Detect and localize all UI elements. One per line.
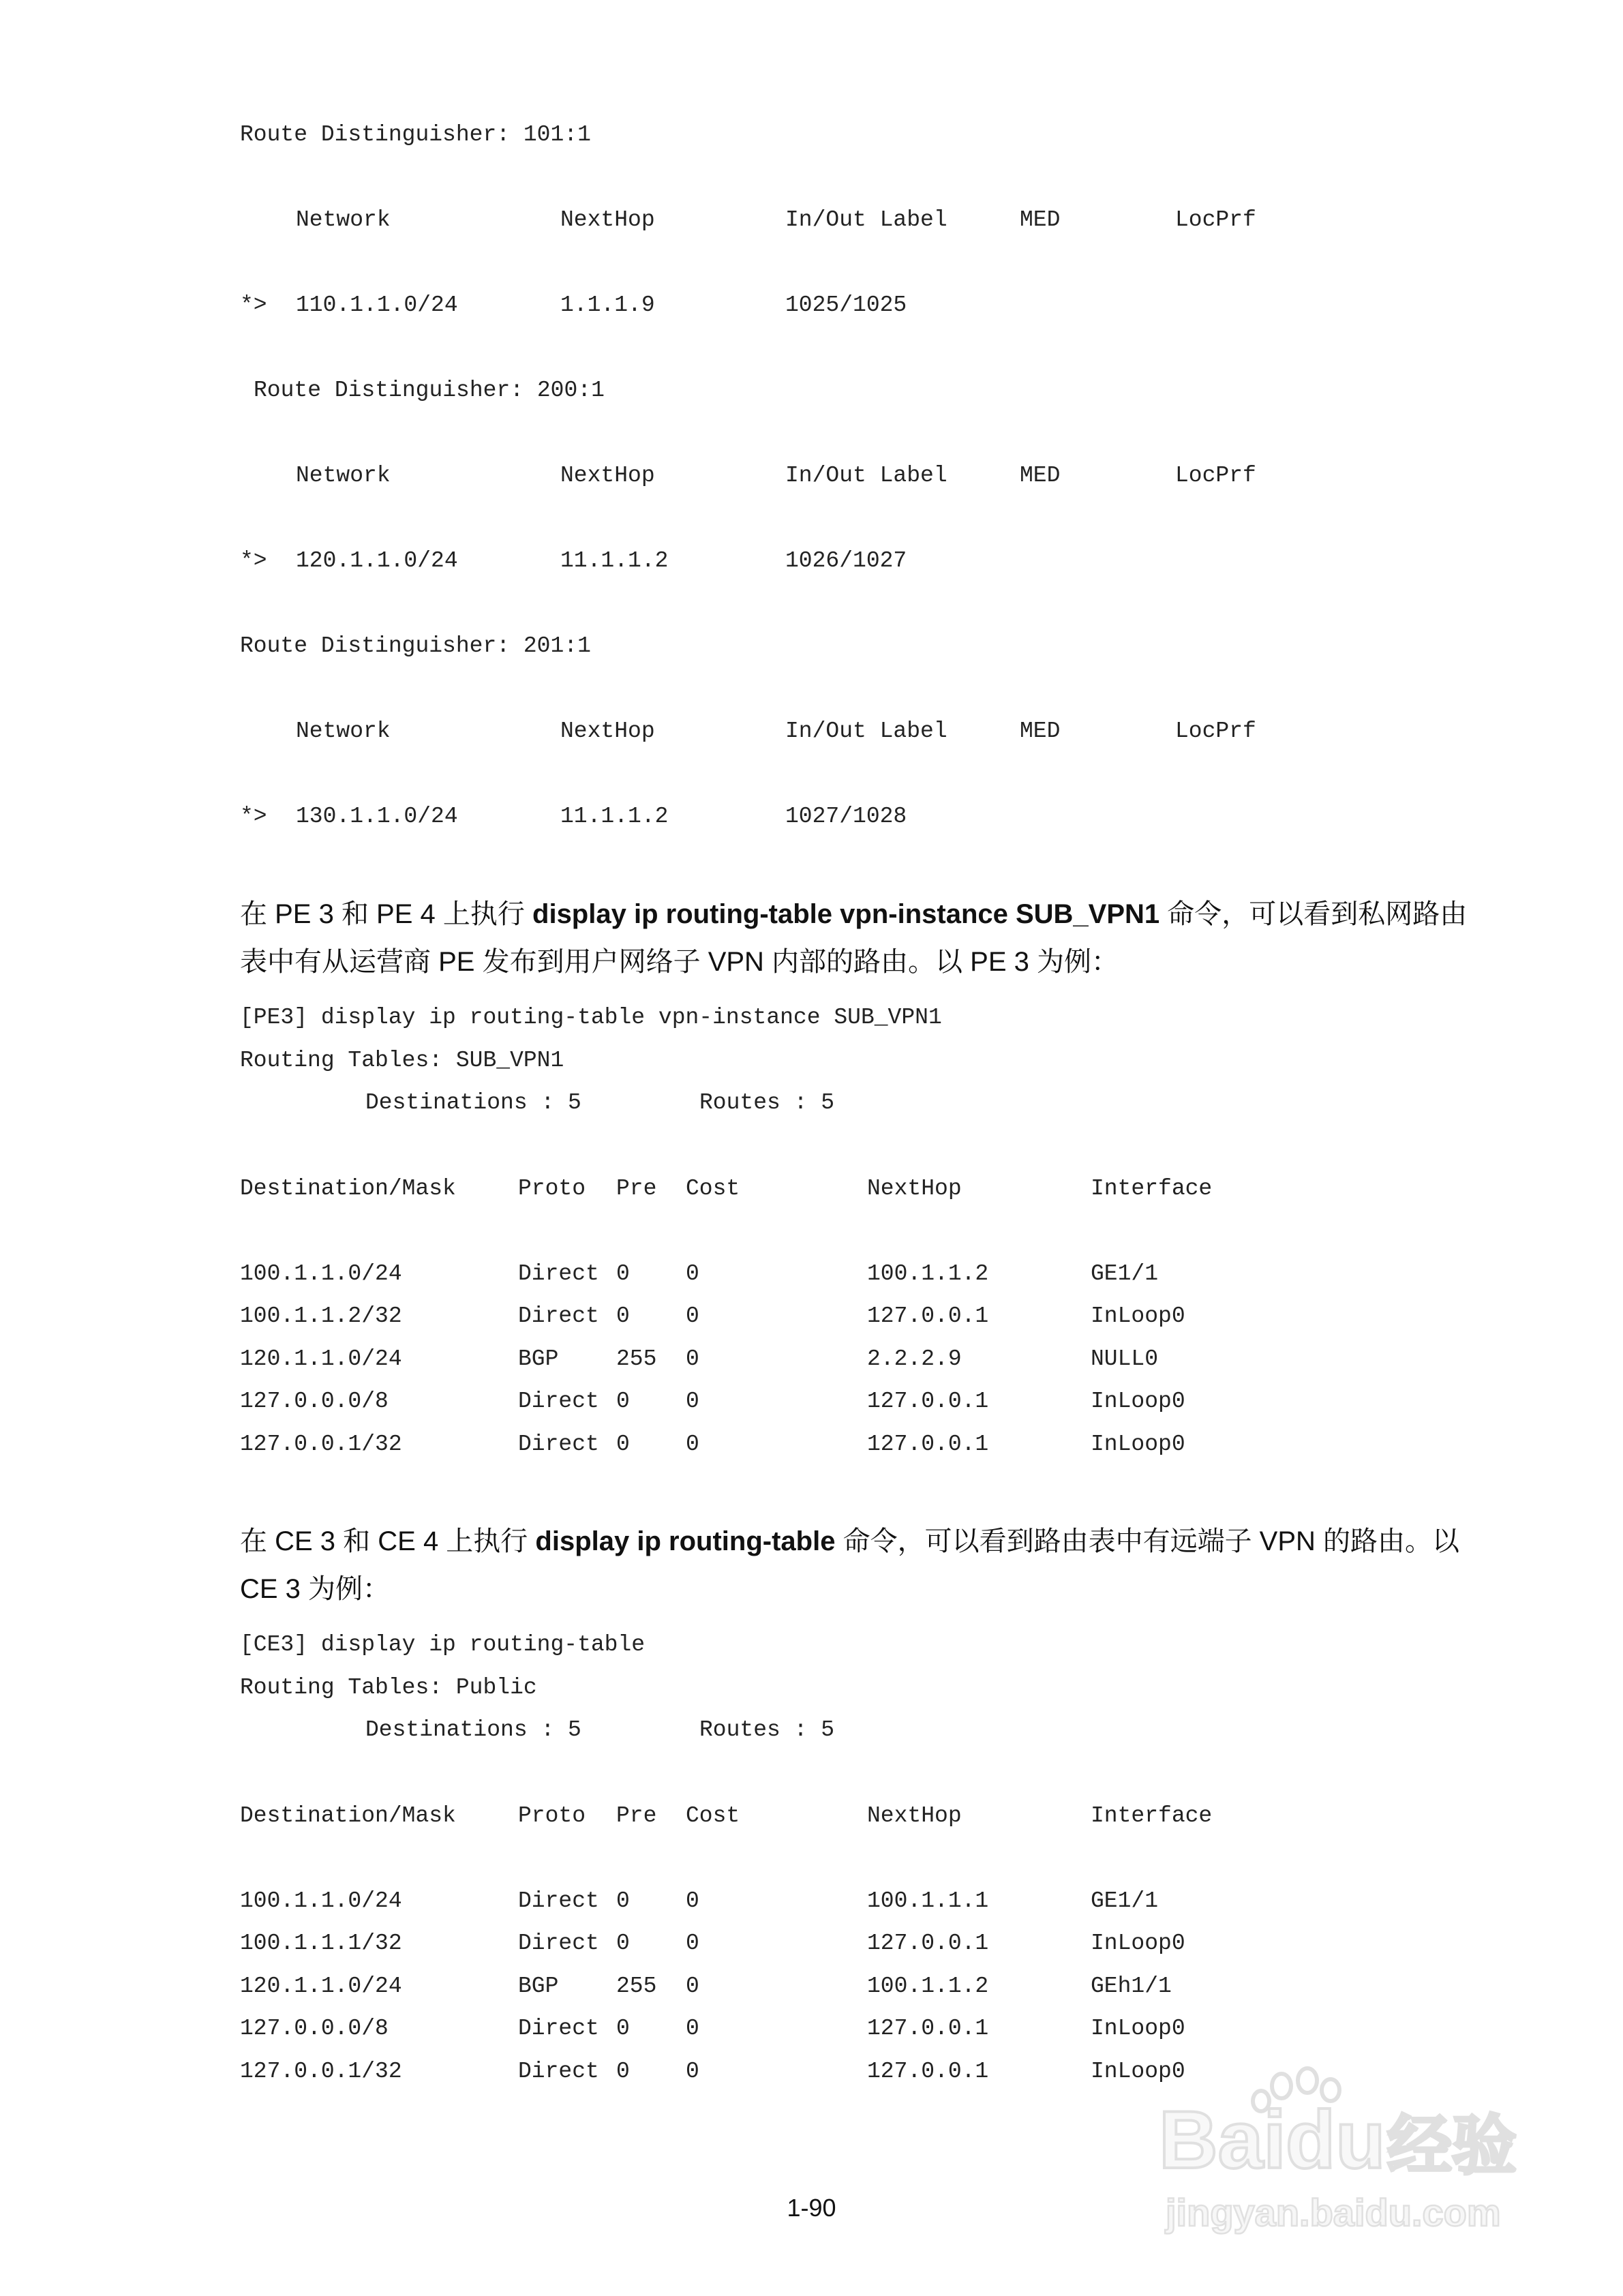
table-cell: Direct xyxy=(518,1432,599,1457)
table-cell: GEh1/1 xyxy=(1091,1974,1172,1999)
hdr-label: In/Out Label xyxy=(785,719,947,744)
table-cell: 127.0.0.1/32 xyxy=(240,1432,402,1457)
table-cell: 100.1.1.0/24 xyxy=(240,1888,402,1914)
table-cell: 100.1.1.2 xyxy=(867,1261,989,1286)
table-cell: 100.1.1.1/32 xyxy=(240,1931,402,1956)
para1-text-pre: 在 PE 3 和 PE 4 上执行 xyxy=(240,899,533,929)
row3-label: 1027/1028 xyxy=(785,804,907,829)
para2-command: display ip routing-table xyxy=(535,1526,836,1556)
table-cell: 0 xyxy=(686,1432,699,1457)
baidu-jingyan-watermark xyxy=(1152,2066,1534,2243)
table-cell: 255 xyxy=(616,1974,657,1999)
table-cell: 100.1.1.0/24 xyxy=(240,1261,402,1286)
svg-text:jingyan.baidu.com: jingyan.baidu.com xyxy=(1166,2191,1501,2234)
paragraph-ce3-intro xyxy=(240,1517,1487,1613)
table-cell: Direct xyxy=(518,1303,599,1329)
table-cell: Direct xyxy=(518,1931,599,1956)
table-cell: InLoop0 xyxy=(1091,1303,1185,1329)
pe3-hdr-proto: Proto xyxy=(518,1176,586,1201)
table-cell: 0 xyxy=(616,1389,630,1414)
table-cell: 0 xyxy=(616,2016,630,2041)
table-cell: 100.1.1.1 xyxy=(867,1888,989,1914)
pe3-routes: Routes : 5 xyxy=(699,1090,835,1115)
pe3-command: [PE3] display ip routing-table vpn-instance SUB_VPN1 xyxy=(240,1005,942,1030)
table-cell: 2.2.2.9 xyxy=(867,1346,962,1372)
table-cell: 127.0.0.1 xyxy=(867,1931,989,1956)
row2-flag: *> xyxy=(240,548,267,573)
para2-text-pre: 在 CE 3 和 CE 4 上执行 xyxy=(240,1526,536,1556)
table-cell: Direct xyxy=(518,2059,599,2084)
table-cell: 0 xyxy=(686,1974,699,1999)
table-cell: 127.0.0.1 xyxy=(867,1432,989,1457)
page-number: 1-90 xyxy=(787,2194,836,2222)
hdr-nexthop: NextHop xyxy=(560,463,655,488)
table-cell: 127.0.0.0/8 xyxy=(240,1389,389,1414)
pe3-hdr-interface: Interface xyxy=(1091,1176,1213,1201)
row1-network: 110.1.1.0/24 xyxy=(296,292,458,318)
table-cell: InLoop0 xyxy=(1091,2016,1185,2041)
table-cell: NULL0 xyxy=(1091,1346,1159,1372)
row2-network: 120.1.1.0/24 xyxy=(296,548,458,573)
rd-line-2: Route Distinguisher: 200:1 xyxy=(254,378,605,403)
table-cell: 127.0.0.1 xyxy=(867,2059,989,2084)
table-cell: Direct xyxy=(518,1888,599,1914)
rd-line-1: Route Distinguisher: 101:1 xyxy=(240,122,591,147)
paragraph-pe3-intro xyxy=(240,890,1487,986)
row3-nexthop: 11.1.1.2 xyxy=(560,804,669,829)
ce3-hdr-nexthop: NextHop xyxy=(867,1803,962,1828)
svg-text:经验: 经验 xyxy=(1387,2110,1517,2182)
row1-label: 1025/1025 xyxy=(785,292,907,318)
table-cell: 100.1.1.2 xyxy=(867,1974,989,1999)
table-cell: 0 xyxy=(616,1432,630,1457)
ce3-destinations: Destinations : 5 xyxy=(365,1717,581,1742)
row3-network: 130.1.1.0/24 xyxy=(296,804,458,829)
table-cell: InLoop0 xyxy=(1091,1389,1185,1414)
pe3-routing-tables: Routing Tables: SUB_VPN1 xyxy=(240,1048,564,1073)
ce3-hdr-pre: Pre xyxy=(616,1803,657,1828)
ce3-hdr-cost: Cost xyxy=(686,1803,740,1828)
table-cell: 0 xyxy=(686,1261,699,1286)
pe3-hdr-cost: Cost xyxy=(686,1176,740,1201)
pe3-hdr-pre: Pre xyxy=(616,1176,657,1201)
table-cell: 120.1.1.0/24 xyxy=(240,1974,402,1999)
ce3-hdr-interface: Interface xyxy=(1091,1803,1213,1828)
ce3-command: [CE3] display ip routing-table xyxy=(240,1632,646,1657)
svg-text:Bai: Bai xyxy=(1159,2094,1286,2186)
table-cell: 0 xyxy=(686,1931,699,1956)
table-cell: 255 xyxy=(616,1346,657,1372)
table-cell: GE1/1 xyxy=(1091,1261,1159,1286)
table-cell: 127.0.0.1/32 xyxy=(240,2059,402,2084)
table-cell: InLoop0 xyxy=(1091,1931,1185,1956)
table-cell: Direct xyxy=(518,2016,599,2041)
hdr-med: MED xyxy=(1020,463,1061,488)
table-cell: 0 xyxy=(686,1888,699,1914)
hdr-network: Network xyxy=(296,207,391,232)
hdr-label: In/Out Label xyxy=(785,463,947,488)
svg-text:du: du xyxy=(1286,2094,1386,2186)
pe3-destinations: Destinations : 5 xyxy=(365,1090,581,1115)
ce3-hdr-proto: Proto xyxy=(518,1803,586,1828)
hdr-label: In/Out Label xyxy=(785,207,947,232)
ce3-hdr-dest: Destination/Mask xyxy=(240,1803,456,1828)
hdr-locprf: LocPrf xyxy=(1175,719,1256,744)
table-cell: Direct xyxy=(518,1389,599,1414)
table-cell: 0 xyxy=(616,2059,630,2084)
ce3-routes: Routes : 5 xyxy=(699,1717,835,1742)
hdr-nexthop: NextHop xyxy=(560,719,655,744)
hdr-med: MED xyxy=(1020,719,1061,744)
table-cell: 0 xyxy=(686,1346,699,1372)
hdr-network: Network xyxy=(296,719,391,744)
hdr-nexthop: NextHop xyxy=(560,207,655,232)
row2-label: 1026/1027 xyxy=(785,548,907,573)
para1-text-post: 命令，可以看到私网路由表中有从运营商 PE 发布到用户网络子 VPN 内部的路由。以 PE 3 为例： xyxy=(240,899,1468,977)
row1-nexthop: 1.1.1.9 xyxy=(560,292,655,318)
table-cell: 120.1.1.0/24 xyxy=(240,1346,402,1372)
table-cell: InLoop0 xyxy=(1091,2059,1185,2084)
hdr-network: Network xyxy=(296,463,391,488)
row1-flag: *> xyxy=(240,292,267,318)
rd-line-3: Route Distinguisher: 201:1 xyxy=(240,633,591,659)
table-cell: 127.0.0.1 xyxy=(867,1303,989,1329)
hdr-locprf: LocPrf xyxy=(1175,207,1256,232)
table-cell: 0 xyxy=(616,1261,630,1286)
para2-text-post: 命令，可以看到路由表中有远端子 VPN 的路由。以 CE 3 为例： xyxy=(240,1526,1460,1604)
hdr-locprf: LocPrf xyxy=(1175,463,1256,488)
pe3-hdr-dest: Destination/Mask xyxy=(240,1176,456,1201)
row2-nexthop: 11.1.1.2 xyxy=(560,548,669,573)
para1-command: display ip routing-table vpn-instance SUB_VPN1 xyxy=(532,899,1160,929)
table-cell: BGP xyxy=(518,1346,559,1372)
table-cell: 100.1.1.2/32 xyxy=(240,1303,402,1329)
table-cell: 0 xyxy=(686,2059,699,2084)
table-cell: 0 xyxy=(616,1931,630,1956)
table-cell: 127.0.0.1 xyxy=(867,2016,989,2041)
table-cell: 0 xyxy=(616,1303,630,1329)
table-cell: 0 xyxy=(686,1389,699,1414)
table-cell: 127.0.0.1 xyxy=(867,1389,989,1414)
table-cell: Direct xyxy=(518,1261,599,1286)
table-cell: 0 xyxy=(616,1888,630,1914)
row3-flag: *> xyxy=(240,804,267,829)
table-cell: InLoop0 xyxy=(1091,1432,1185,1457)
table-cell: GE1/1 xyxy=(1091,1888,1159,1914)
table-cell: BGP xyxy=(518,1974,559,1999)
table-cell: 127.0.0.0/8 xyxy=(240,2016,389,2041)
hdr-med: MED xyxy=(1020,207,1061,232)
pe3-hdr-nexthop: NextHop xyxy=(867,1176,962,1201)
ce3-routing-tables: Routing Tables: Public xyxy=(240,1675,537,1700)
table-cell: 0 xyxy=(686,1303,699,1329)
table-cell: 0 xyxy=(686,2016,699,2041)
